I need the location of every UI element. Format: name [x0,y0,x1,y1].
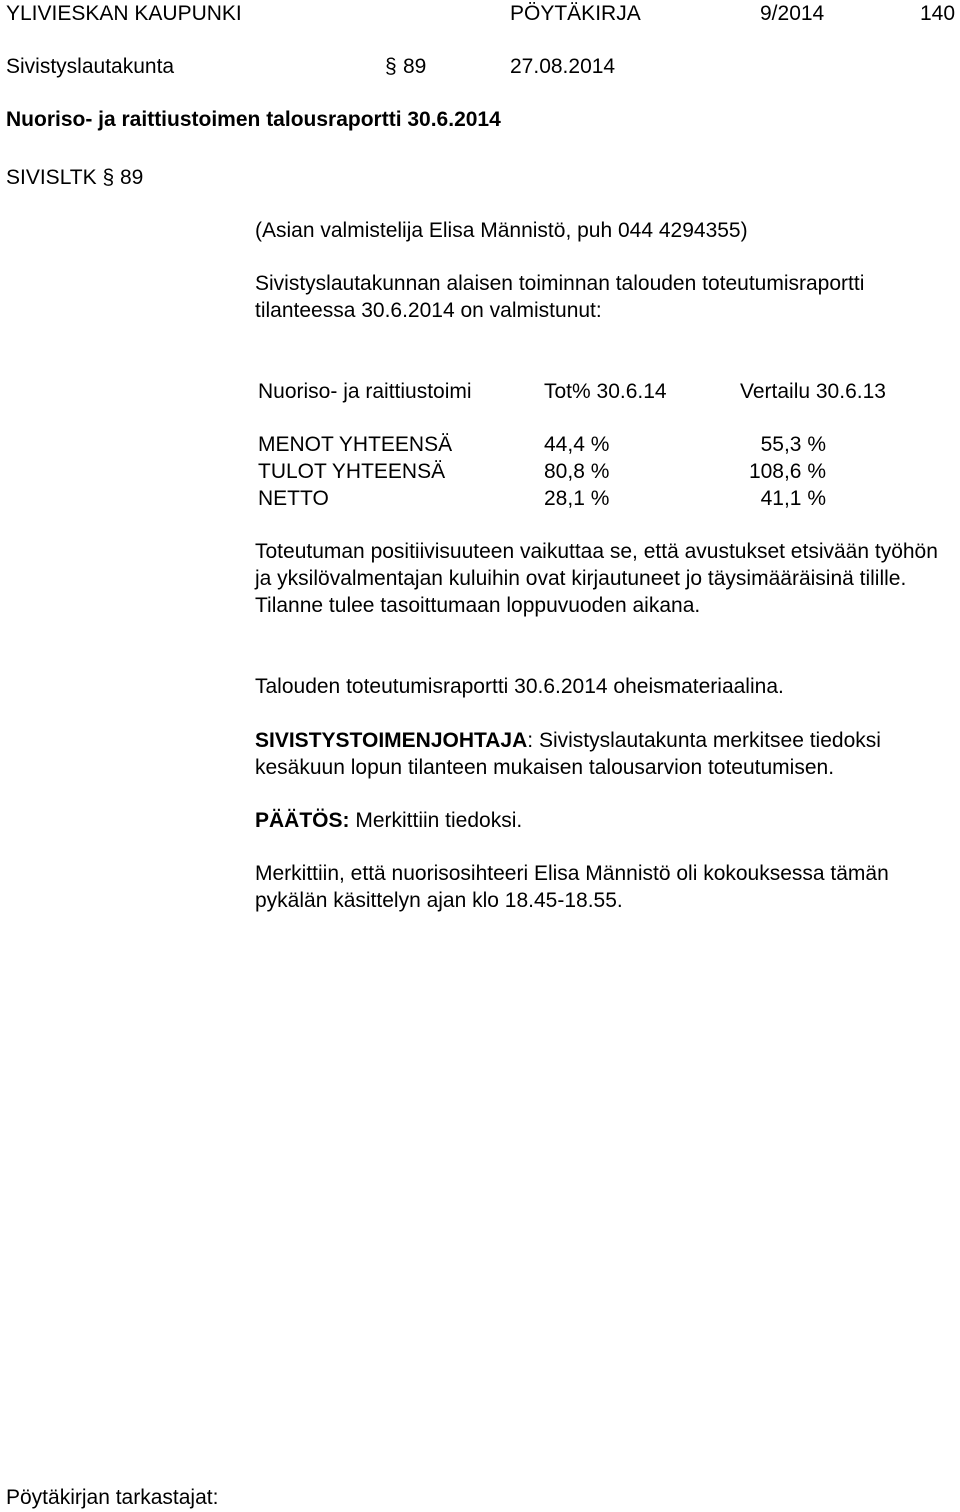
preparer-note: (Asian valmistelija Elisa Männistö, puh 044 4294355) [255,219,748,242]
reference: SIVISLTK § 89 [6,166,144,189]
meeting-date: 27.08.2014 [510,55,616,78]
issue-number: 9/2014 [760,2,825,25]
row-tot-menot: 44,4 % [544,433,610,456]
attendance-text: Merkittiin, että nuorisosihteeri Elisa Männistö oli kokouksessa tämän pykälän käsittelyn ajan klo 18.45-18.55. [255,862,889,912]
table-header-vertailu: Vertailu 30.6.13 [740,380,886,403]
row-tot-netto: 28,1 % [544,487,610,510]
proposal-text: : Sivistyslautakunta merkitsee tiedoksi kesäkuun lopun tilanteen mukaisen talousarvion toteutumisen. [255,729,881,779]
intro-paragraph [255,270,945,324]
board-name: Sivistyslautakunta [6,55,175,78]
row-vertailu-tulot: 108,6 % [748,460,826,483]
attachment-note: Talouden toteutumisraportti 30.6.2014 oheismateriaalina. [255,675,784,698]
proposal-label: SIVISTYSTOIMENJOHTAJA [255,729,528,752]
table-header-tot: Tot% 30.6.14 [544,380,667,403]
footer-reviewers: Pöytäkirjan tarkastajat: [6,1486,219,1509]
row-label-menot: MENOT YHTEENSÄ [258,433,453,456]
explanation-paragraph [255,538,945,619]
table-header-unit: Nuoriso- ja raittiustoimi [258,380,472,403]
section-sign: § [385,55,397,78]
row-vertailu-menot: 55,3 % [760,433,826,456]
org-name: YLIVIESKAN KAUPUNKI [6,2,242,25]
page-number: 140 [920,2,956,25]
page-title: Nuoriso- ja raittiustoimen talousraportti 30.6.2014 [6,108,501,131]
decision-label: PÄÄTÖS: [255,809,350,832]
attendance-note [255,860,957,914]
proposal-paragraph [255,727,955,781]
intro-text: Sivistyslautakunnan alaisen toiminnan talouden toteutumisraportti tilanteessa 30.6.2014 on valmistunut: [255,272,865,322]
row-label-tulot: TULOT YHTEENSÄ [258,460,446,483]
doc-type: PÖYTÄKIRJA [510,2,641,25]
row-tot-tulot: 80,8 % [544,460,610,483]
explanation-text: Toteutuman positiivisuuteen vaikuttaa se, että avustukset etsivään työhön ja yksilövalmentajan kuluihin ovat kirjautuneet jo täysimääräisinä tilille. Tilanne tulee tasoittumaan loppuvuoden aikana. [255,540,938,617]
decision-text: Merkittiin tiedoksi. [349,809,523,832]
row-vertailu-netto: 41,1 % [760,487,826,510]
decision-paragraph [255,807,522,834]
section-number: 89 [403,55,427,78]
row-label-netto: NETTO [258,487,329,510]
